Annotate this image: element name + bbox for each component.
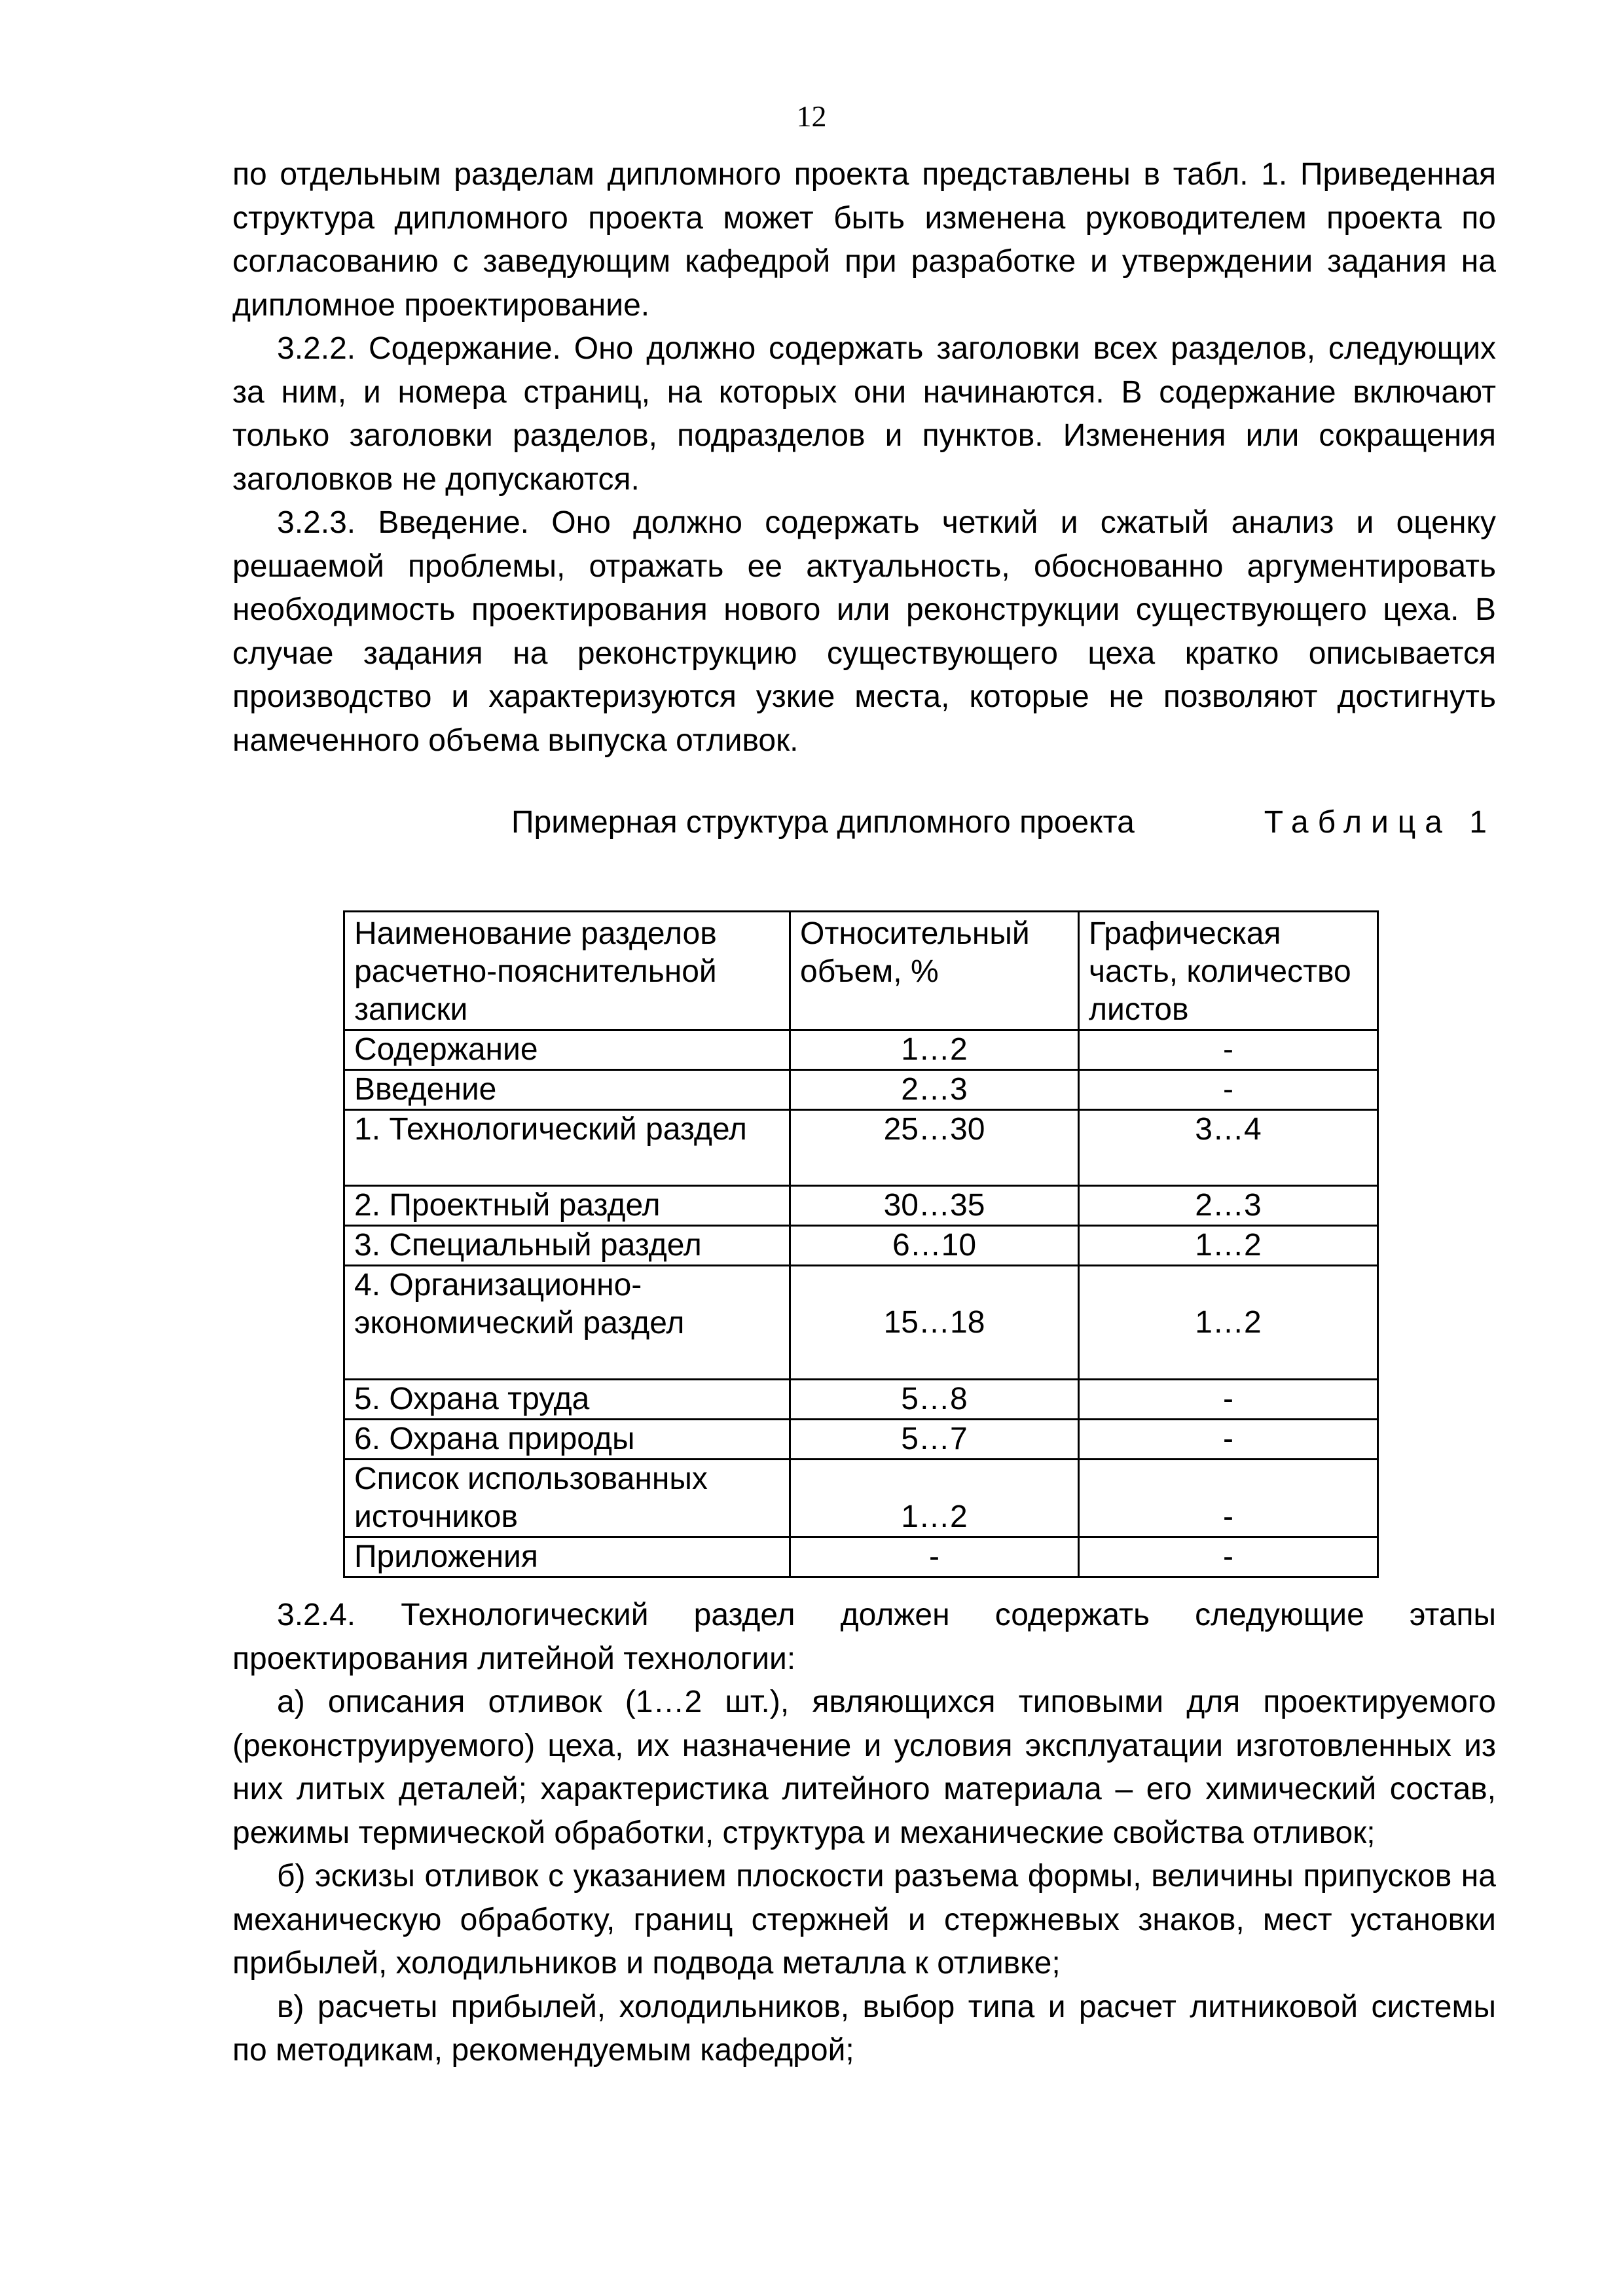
cell-sheets: -: [1079, 1380, 1378, 1420]
cell-volume: 1…2: [790, 1460, 1079, 1537]
cell-volume: 1…2: [790, 1030, 1079, 1070]
cell-volume: 25…30: [790, 1110, 1079, 1186]
cell-sheets: 2…3: [1079, 1186, 1378, 1226]
body-text-bottom: [232, 1594, 1496, 2073]
cell-volume: -: [790, 1537, 1079, 1577]
cell-section-name: 2. Проектный раздел: [344, 1186, 790, 1226]
page-number: 12: [796, 99, 827, 133]
cell-volume: 6…10: [790, 1226, 1079, 1266]
cell-section-name: 6. Охрана природы: [344, 1420, 790, 1460]
paragraph: по отдельным разделам дипломного проекта представлены в табл. 1. Приведенная структура дипломного проекта может быть изменена руководителем проекта по согласованию с заведующим кафедрой при разработке и утверждении задания на дипломное проектирование.: [232, 157, 1496, 323]
cell-section-name: 3. Специальный раздел: [344, 1226, 790, 1266]
cell-volume: 2…3: [790, 1070, 1079, 1110]
table-row: [344, 1460, 1378, 1537]
table-header-row: [344, 912, 1378, 1030]
cell-section-name: Приложения: [344, 1537, 790, 1577]
cell-volume: 30…35: [790, 1186, 1079, 1226]
body-text-top: [232, 153, 1496, 762]
table-row: [344, 1380, 1378, 1420]
cell-sheets: 1…2: [1079, 1226, 1378, 1266]
cell-volume: 5…8: [790, 1380, 1079, 1420]
cell-sheets: -: [1079, 1537, 1378, 1577]
table-row: [344, 1537, 1378, 1577]
table-row: [344, 1030, 1378, 1070]
cell-sheets: -: [1079, 1070, 1378, 1110]
cell-sheets: 1…2: [1079, 1266, 1378, 1380]
cell-sheets: -: [1079, 1460, 1378, 1537]
cell-sheets: -: [1079, 1420, 1378, 1460]
table-row: [344, 1266, 1378, 1380]
header-section-name: Наименование разделов расчетно-пояснительной записки: [344, 912, 790, 1030]
paragraph-introduction: 3.2.3. Введение. Оно должно содержать четкий и сжатый анализ и оценку решаемой проблемы, отражать ее актуальность, обоснованно аргументировать необходимость проектирования нового или реконструкции существующего цеха. В случае задания на реконструкцию существующего цеха кратко описывается производство и характеризуются узкие места, которые не позволяют достигнуть намеченного объема выпуска отливок.: [232, 505, 1496, 758]
cell-section-name: 1. Технологический раздел: [344, 1110, 790, 1186]
project-structure-table: [343, 910, 1379, 1578]
cell-section-name: Содержание: [344, 1030, 790, 1070]
cell-volume: 5…7: [790, 1420, 1079, 1460]
table-label: Таблица 1: [1264, 805, 1496, 840]
table-row: [344, 1226, 1378, 1266]
cell-section-name: 5. Охрана труда: [344, 1380, 790, 1420]
table-row: [344, 1070, 1378, 1110]
list-item: в) расчеты прибылей, холодильников, выбор типа и расчет литниковой системы по методикам, рекомендуемым кафедрой;: [232, 1989, 1496, 2068]
table-caption: [232, 801, 1496, 844]
header-relative-volume: Относительный объем, %: [790, 912, 1079, 1030]
table-title: Примерная структура дипломного проекта: [511, 805, 1135, 840]
table-row: [344, 1186, 1378, 1226]
list-item: б) эскизы отливок с указанием плоскости разъема формы, величины припусков на механическую обработку, границ стержней и стержневых знаков, мест установки прибылей, холодильников и подвода металла к отливке;: [232, 1859, 1496, 1981]
header-graphic-sheets: Графическая часть, количество листов: [1079, 912, 1378, 1030]
paragraph-contents: 3.2.2. Содержание. Оно должно содержать заголовки всех разделов, следующих за ним, и номера страниц, на которых они начинаются. В содержание включают только заголовки разделов, подразделов и пунктов. Изменения или сокращения заголовков не допускаются.: [232, 331, 1496, 497]
cell-section-name: Введение: [344, 1070, 790, 1110]
cell-sheets: -: [1079, 1030, 1378, 1070]
paragraph-technological-section: 3.2.4. Технологический раздел должен содержать следующие этапы проектирования литейной технологии:: [232, 1598, 1496, 1676]
cell-section-name: 4. Организационно-экономический раздел: [344, 1266, 790, 1380]
table-row: [344, 1110, 1378, 1186]
cell-sheets: 3…4: [1079, 1110, 1378, 1186]
table-row: [344, 1420, 1378, 1460]
cell-section-name: Список использованных источников: [344, 1460, 790, 1537]
cell-volume: 15…18: [790, 1266, 1079, 1380]
list-item: а) описания отливок (1…2 шт.), являющихся типовыми для проектируемого (реконструируемого) цеха, их назначение и условия эксплуатации изготовленных из них литых деталей; характеристика литейного материала – его химический состав, режимы термической обработки, структура и механические свойства отливок;: [232, 1685, 1496, 1850]
